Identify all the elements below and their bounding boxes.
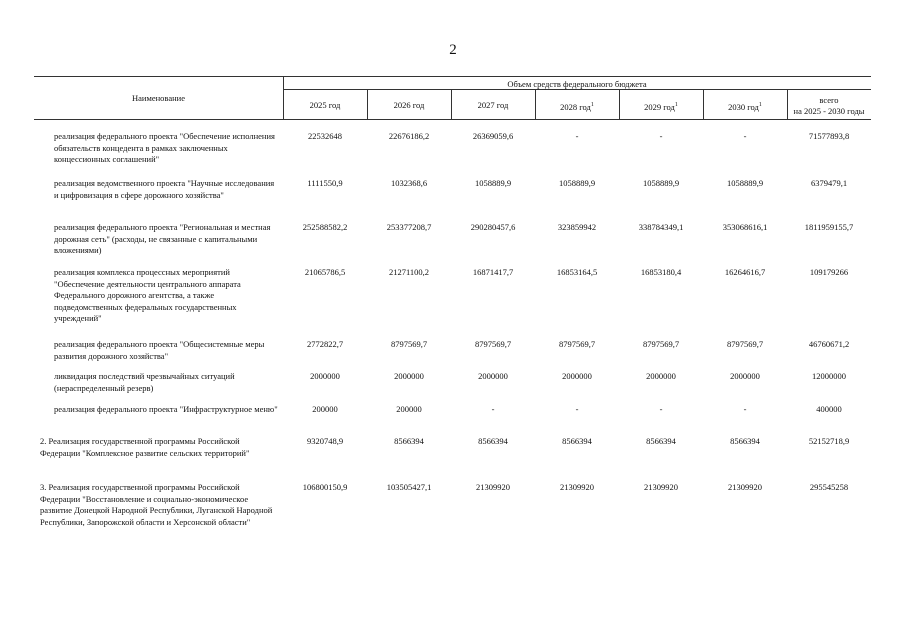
row-year-value: 1058889,9 [558, 178, 596, 188]
row-year-value: 8797569,7 [642, 339, 680, 349]
header-year-label: 2029 год [644, 101, 675, 112]
header-year-label: 2026 год [393, 100, 425, 110]
row-year-value: 26369059,6 [472, 131, 514, 141]
row-name: реализация федерального проекта "Общесистемные меры развития дорожного хозяйства" [54, 339, 265, 361]
row-year-value: 21309920 [560, 482, 594, 492]
row-year-value: - [659, 404, 663, 414]
row-year-value: 1032368,6 [390, 178, 428, 188]
row-year-value: 21309920 [644, 482, 678, 492]
row-total-value: 109179266 [809, 267, 849, 277]
table-top-border [34, 76, 871, 77]
row-year-value: 8797569,7 [558, 339, 596, 349]
header-year-2029 [619, 100, 703, 113]
row-year-value: 16264616,7 [724, 267, 766, 277]
row-name: 2. Реализация государственной программы Российской Федерации "Комплексное развитие сельских территорий" [40, 436, 250, 458]
row-year-value: 8566394 [478, 436, 508, 446]
row-year-value: 8566394 [394, 436, 424, 446]
header-year-2025 [283, 100, 367, 111]
row-year-value: 353068616,1 [722, 222, 768, 232]
row-total-value: 46760671,2 [808, 339, 850, 349]
row-year-value: 252588582,2 [302, 222, 348, 232]
row-total-value: 295545258 [809, 482, 849, 492]
row-year-value: 2000000 [478, 371, 508, 381]
header-year-label: 2030 год [728, 101, 759, 112]
row-year-value: 16871417,7 [472, 267, 514, 277]
row-year-value: 21309920 [728, 482, 762, 492]
row-year-value: - [659, 131, 663, 141]
header-year-label: 2025 год [309, 100, 341, 110]
row-name: 3. Реализация государственной программы Российской Федерации "Восстановление и социально-экономическое развитие Донецкой Народной Республики, Луганской Народной Республики, Запорожской области и Херсонской области" [40, 482, 273, 527]
header-group-title: Объем средств федерального бюджета [507, 79, 647, 89]
row-year-value: 8797569,7 [726, 339, 764, 349]
row-year-value: 8797569,7 [474, 339, 512, 349]
row-year-value: 2000000 [562, 371, 592, 381]
header-year-2028 [535, 100, 619, 113]
header-year-2027 [451, 100, 535, 111]
header-year-label: 2027 год [477, 100, 509, 110]
row-year-value: 2000000 [394, 371, 424, 381]
row-year-value: 2000000 [310, 371, 340, 381]
row-year-value: 8566394 [562, 436, 592, 446]
header-total [787, 95, 871, 117]
row-year-value: 8566394 [646, 436, 676, 446]
row-year-value: 200000 [312, 404, 338, 414]
row-year-value: - [743, 131, 747, 141]
row-year-value: 103505427,1 [386, 482, 432, 492]
row-year-value: 106800150,9 [302, 482, 348, 492]
row-year-value: 8566394 [730, 436, 760, 446]
row-year-value: 253377208,7 [386, 222, 432, 232]
row-year-value: 16853164,5 [556, 267, 598, 277]
row-year-value: 9320748,9 [306, 436, 344, 446]
header-total-line2: на 2025 - 2030 годы [793, 106, 865, 116]
row-name: реализация федерального проекта "Обеспечение исполнения обязательств концедента в рамках заключенных концессионных соглашений" [54, 131, 275, 164]
footnote-mark: 1 [674, 102, 678, 108]
header-year-2030 [703, 100, 787, 113]
row-total-value: 12000000 [812, 371, 846, 381]
row-year-value: 323859942 [557, 222, 597, 232]
row-year-value: 1058889,9 [642, 178, 680, 188]
row-year-value: - [491, 404, 495, 414]
header-name-col: Наименование [132, 93, 185, 103]
row-year-value: 22676186,2 [388, 131, 430, 141]
page-number: 2 [449, 42, 457, 58]
row-year-value: 21309920 [476, 482, 510, 492]
row-year-value: - [575, 131, 579, 141]
row-total-value: 400000 [816, 404, 842, 414]
header-total-line1: всего [819, 95, 839, 105]
row-year-value: 1058889,9 [474, 178, 512, 188]
footnote-mark: 1 [590, 102, 594, 108]
row-year-value: - [743, 404, 747, 414]
row-total-value: 1811959155,7 [804, 222, 854, 232]
row-name: реализация федерального проекта "Инфраструктурное меню" [54, 404, 278, 414]
row-total-value: 71577893,8 [808, 131, 850, 141]
row-total-value: 6379479,1 [810, 178, 848, 188]
row-year-value: 290280457,6 [470, 222, 516, 232]
row-name: ликвидация последствий чрезвычайных ситуаций (нераспределенный резерв) [54, 371, 235, 393]
row-year-value: 338784349,1 [638, 222, 684, 232]
row-name: реализация федерального проекта "Региональная и местная дорожная сеть" (расходы, не связанные с капитальными вложениями) [54, 222, 271, 255]
row-total-value: 52152718,9 [808, 436, 850, 446]
row-year-value: 2000000 [730, 371, 760, 381]
row-year-value: 2772822,7 [306, 339, 344, 349]
row-year-value: 21065786,5 [304, 267, 346, 277]
row-year-value: 200000 [396, 404, 422, 414]
footnote-mark: 1 [758, 102, 762, 108]
header-year-2026 [367, 100, 451, 111]
row-year-value: 21271100,2 [388, 267, 430, 277]
header-bottom-border [34, 119, 871, 120]
row-year-value: 1058889,9 [726, 178, 764, 188]
row-year-value: 2000000 [646, 371, 676, 381]
row-name: реализация комплекса процессных мероприятий "Обеспечение деятельности центрального аппарата Федерального дорожного агентства, а также подведомственных федеральных государственных учреждений" [54, 267, 241, 323]
row-year-value: 8797569,7 [390, 339, 428, 349]
row-year-value: 22532648 [308, 131, 342, 141]
row-year-value: - [575, 404, 579, 414]
row-year-value: 16853180,4 [640, 267, 682, 277]
row-name: реализация ведомственного проекта "Научные исследования и цифровизация в сфере дорожного хозяйства" [54, 178, 275, 200]
header-year-label: 2028 год [560, 101, 591, 112]
row-year-value: 1111550,9 [307, 178, 343, 188]
